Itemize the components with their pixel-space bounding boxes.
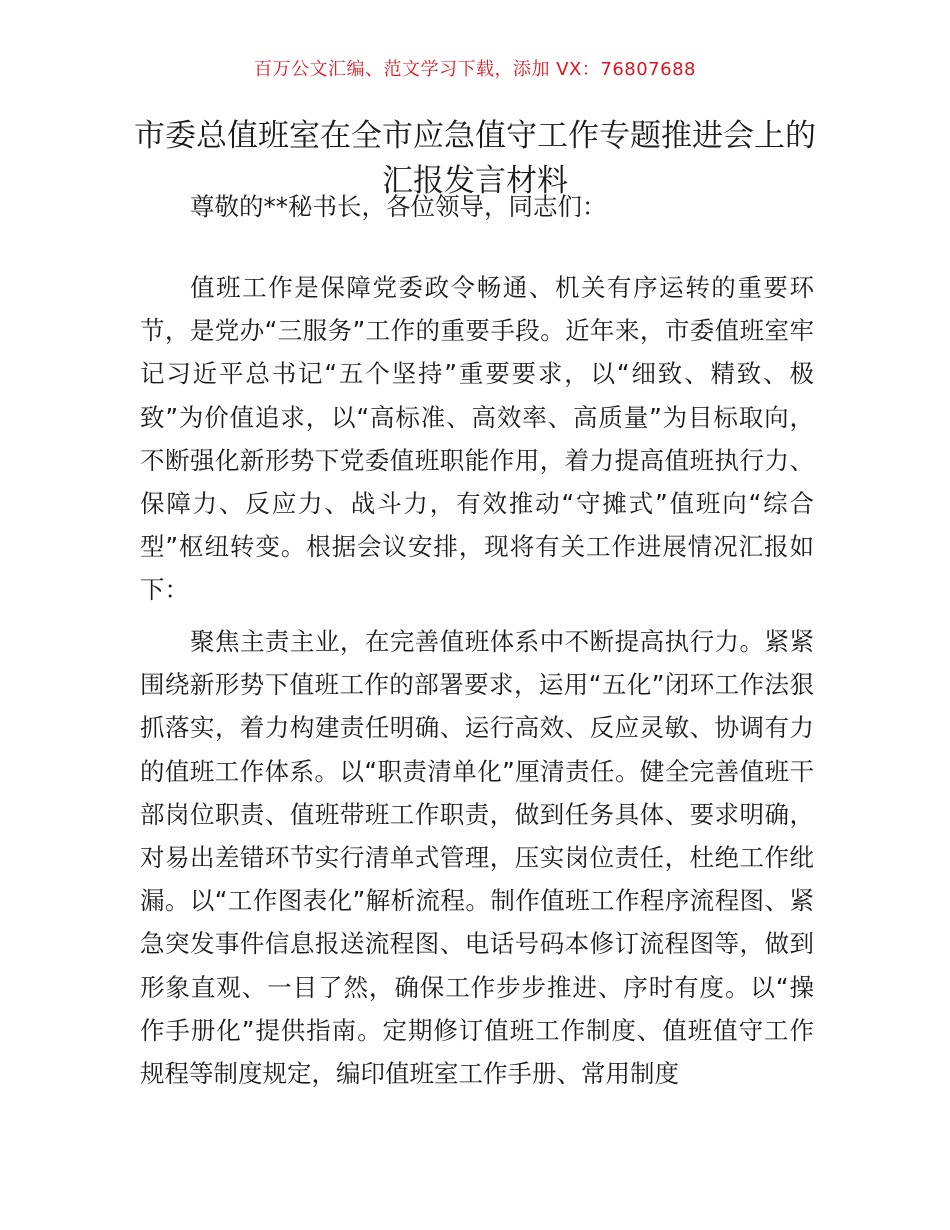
paragraph-intro: 值班工作是保障党委政令畅通、机关有序运转的重要环节，是党办“三服务”工作的重要手段。近年来，市委值班室牢记习近平总书记“五个坚持”重要要求，以“细致、精致、极致”为价值追求，以“高标准、高效率、高质量”为目标取向，不断强化新形势下党委值班职能作用，着力提高值班执行力、保障力、反应力、战斗力，有效推动“守摊式”值班向“综合型”枢纽转变。根据会议安排，现将有关工作进展情况汇报如下： <box>140 273 814 605</box>
paragraph-execution: 聚焦主责主业，在完善值班体系中不断提高执行力。紧紧围绕新形势下值班工作的部署要求，运用“五化”闭环工作法狠抓落实，着力构建责任明确、运行高效、反应灵敏、协调有力的值班工作体系。以“职责清单化”厘清责任。健全完善值班干部岗位职责、值班带班工作职责，做到任务具体、要求明确，对易出差错环节实行清单式管理，压实岗位责任，杜绝工作纰漏。以“工作图表化”解析流程。制作值班工作程序流程图、紧急突发事件信息报送流程图、电话号码本修订流程图等，做到形象直观、一目了然，确保工作步步推进、序时有度。以“操作手册化”提供指南。定期修订值班工作制度、值班值守工作规程等制度规定，编印值班室工作手册、常用制度 <box>140 627 814 1089</box>
document-title: 市委总值班室在全市应急值守工作专题推进会上的汇报发言材料 <box>134 118 816 199</box>
salutation: 尊敬的**秘书长，各位领导，同志们： <box>190 192 607 221</box>
header-watermark-note: 百万公文汇编、范文学习下载，添加 VX：76807688 <box>254 59 696 80</box>
